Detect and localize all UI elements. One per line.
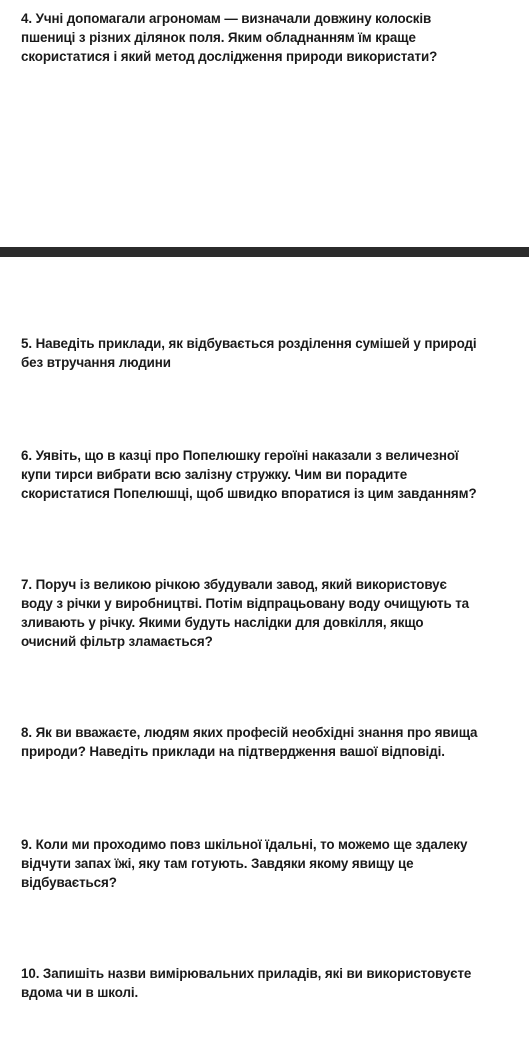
question-4 <box>21 9 521 66</box>
question-10 <box>21 964 521 1002</box>
page-divider <box>0 247 529 257</box>
question-4-line: скористатися і який метод дослідження природи використати? <box>21 49 438 64</box>
question-7 <box>21 575 521 651</box>
question-9 <box>21 835 521 892</box>
question-6-line: купи тирси вибрати всю залізну стружку. Чим ви порадите <box>21 467 408 482</box>
question-7-line: 7. Поруч із великою річкою збудували завод, який використовує <box>21 577 447 592</box>
question-9-line: 9. Коли ми проходимо повз шкільної їдальні, то можемо ще здалеку <box>21 837 468 852</box>
question-9-line: відчути запах їжі, яку там готують. Завдяки якому явищу це <box>21 856 414 871</box>
question-5-line: без втручання людини <box>21 355 171 370</box>
question-5 <box>21 334 521 372</box>
question-10-line: 10. Запишіть назви вимірювальних приладів, які ви використовуєте <box>21 966 472 981</box>
question-5-line: 5. Наведіть приклади, як відбувається розділення сумішей у природі <box>21 336 477 351</box>
question-4-line: 4. Учні допомагали агрономам — визначали довжину колосків <box>21 11 432 26</box>
question-7-line: зливають у річку. Якими будуть наслідки для довкілля, якщо <box>21 615 424 630</box>
question-6 <box>21 446 521 503</box>
question-7-line: очисний фільтр зламається? <box>21 634 213 649</box>
question-8-line: 8. Як ви вважаєте, людям яких професій необхідні знання про явища <box>21 725 478 740</box>
question-8-line: природи? Наведіть приклади на підтвердження вашої відповіді. <box>21 744 445 759</box>
question-7-line: воду з річки у виробництві. Потім відпрацьовану воду очищують та <box>21 596 470 611</box>
question-6-line: скористатися Попелюшці, щоб швидко впоратися із цим завданням? <box>21 486 477 501</box>
question-4-line: пшениці з різних ділянок поля. Яким обладнанням їм краще <box>21 30 416 45</box>
question-8 <box>21 723 521 761</box>
question-6-line: 6. Уявіть, що в казці про Попелюшку героїні наказали з величезної <box>21 448 459 463</box>
question-9-line: відбувається? <box>21 875 117 890</box>
question-10-line: вдома чи в школі. <box>21 985 139 1000</box>
